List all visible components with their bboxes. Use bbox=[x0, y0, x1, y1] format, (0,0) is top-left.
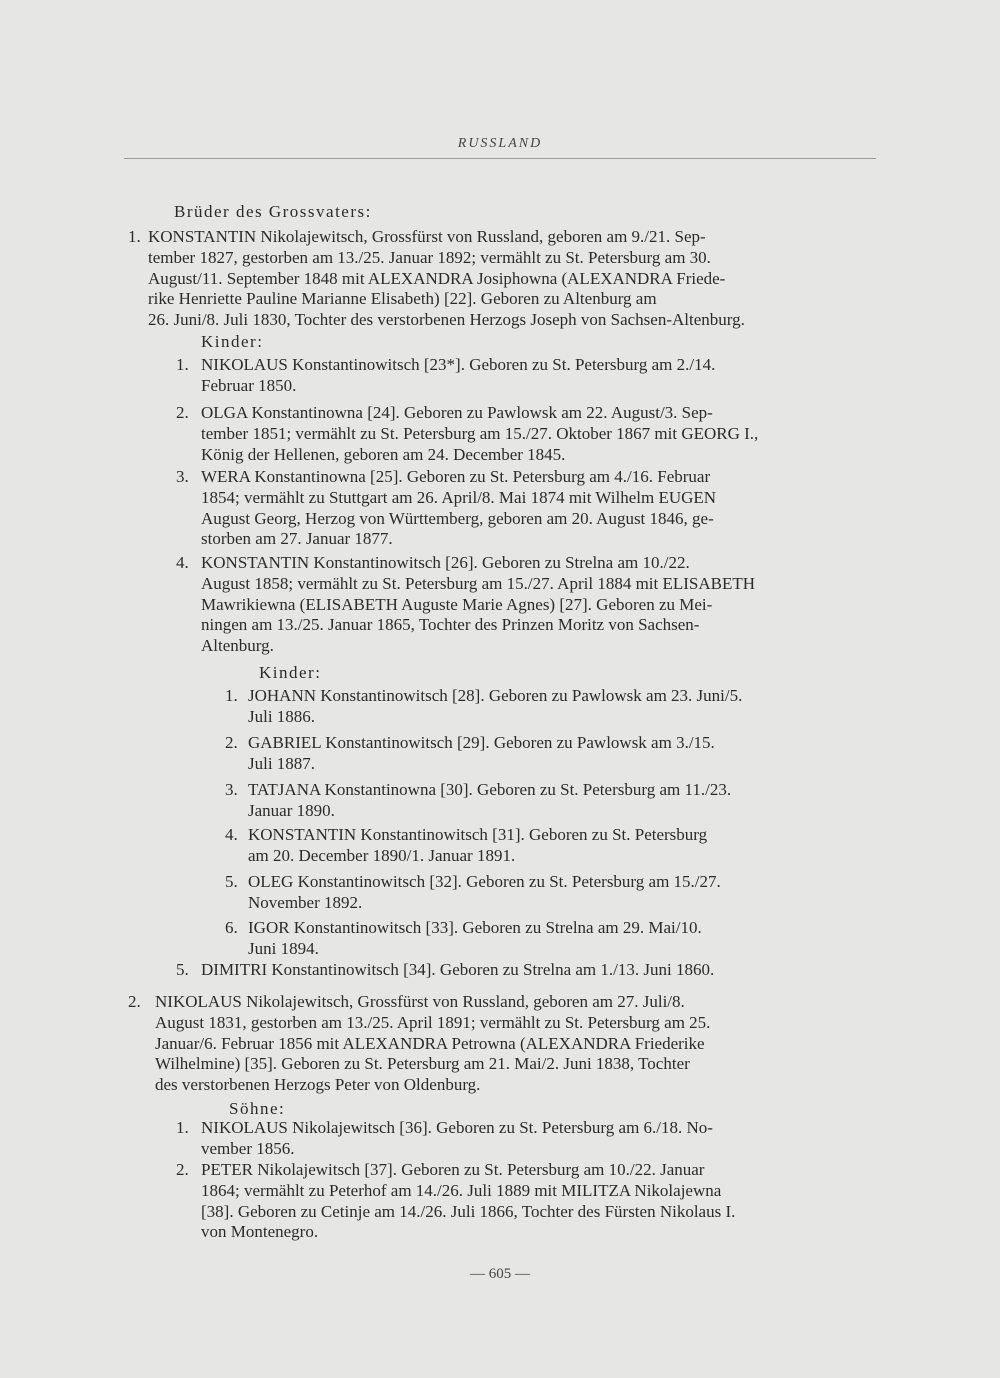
entry-number: 5. bbox=[225, 872, 238, 891]
entry-line: Juni 1894. bbox=[248, 938, 319, 958]
entry-line: August Georg, Herzog von Württemberg, geboren am 20. August 1846, ge- bbox=[201, 508, 714, 528]
entry-konstantin-nikolajewitsch bbox=[128, 227, 878, 331]
entry-line: JOHANN Konstantinowitsch [28]. Geboren zu Pawlowsk am 23. Juni/5. bbox=[248, 686, 743, 705]
entry-line: KONSTANTIN Konstantinowitsch [31]. Geboren zu St. Petersburg bbox=[248, 825, 708, 844]
entry-line: August 1831, gestorben am 13./25. April 1891; vermählt zu St. Petersburg am 25. bbox=[155, 1012, 711, 1032]
entry-line: Juli 1886. bbox=[248, 706, 316, 726]
entry-line: 1854; vermählt zu Stuttgart am 26. April/8. Mai 1874 mit Wilhelm EUGEN bbox=[201, 487, 717, 507]
entry-number: 4. bbox=[225, 825, 238, 844]
entry-line: GABRIEL Konstantinowitsch [29]. Geboren zu Pawlowsk am 3./15. bbox=[248, 733, 715, 752]
entry-number: 1. bbox=[176, 355, 189, 374]
entry-line: von Montenegro. bbox=[201, 1222, 319, 1242]
entry-line: OLGA Konstantinowna [24]. Geboren zu Pawlowsk am 22. August/3. Sep- bbox=[201, 403, 713, 422]
entry-line: IGOR Konstantinowitsch [33]. Geboren zu Strelna am 29. Mai/10. bbox=[248, 918, 702, 937]
entry-line: DIMITRI Konstantinowitsch [34]. Geboren zu Strelna am 1./13. Juni 1860. bbox=[201, 960, 715, 979]
entry-oleg bbox=[225, 872, 878, 914]
entry-line: Altenburg. bbox=[201, 636, 274, 656]
entry-nikolaus-konstantinowitsch bbox=[176, 355, 878, 397]
entry-number: 2. bbox=[128, 992, 141, 1011]
entry-line: tember 1851; vermählt zu St. Petersburg am 15./27. Oktober 1867 mit GEORG I., bbox=[201, 423, 759, 443]
entry-number: 4. bbox=[176, 553, 189, 572]
entry-line: PETER Nikolajewitsch [37]. Geboren zu St. Petersburg am 10./22. Januar bbox=[201, 1160, 705, 1179]
entry-number: 1. bbox=[176, 1118, 189, 1137]
entry-line: Mawrikiewna (ELISABETH Auguste Marie Agnes) [27]. Geboren zu Mei- bbox=[201, 594, 713, 614]
entry-number: 2. bbox=[225, 733, 238, 752]
entry-number: 6. bbox=[225, 918, 238, 937]
entry-line: am 20. December 1890/1. Januar 1891. bbox=[248, 845, 516, 865]
entry-line: November 1892. bbox=[248, 892, 363, 912]
entry-line: NIKOLAUS Konstantinowitsch [23*]. Geboren zu St. Petersburg am 2./14. bbox=[201, 355, 716, 374]
entry-line: Juli 1887. bbox=[248, 753, 316, 773]
entry-number: 3. bbox=[225, 780, 238, 799]
entry-johann bbox=[225, 686, 878, 728]
entry-line: WERA Konstantinowna [25]. Geboren zu St. Petersburg am 4./16. Februar bbox=[201, 467, 711, 486]
entry-igor bbox=[225, 918, 878, 960]
entry-line: August 1858; vermählt zu St. Petersburg am 15./27. April 1884 mit ELISABETH bbox=[201, 573, 756, 593]
running-head: RUSSLAND bbox=[457, 136, 543, 151]
entry-line: vember 1856. bbox=[201, 1138, 295, 1158]
entry-konstantin-jr bbox=[225, 825, 878, 867]
entry-line: Januar/6. Februar 1856 mit ALEXANDRA Petrowna (ALEXANDRA Friederike bbox=[155, 1033, 705, 1053]
entry-number: 2. bbox=[176, 1160, 189, 1179]
entry-olga-konstantinowna bbox=[176, 403, 878, 465]
entry-line: NIKOLAUS Nikolajewitsch [36]. Geboren zu St. Petersburg am 6./18. No- bbox=[201, 1118, 713, 1137]
entry-line: tember 1827, gestorben am 13./25. Januar 1892; vermählt zu St. Petersburg am 30. bbox=[148, 247, 711, 267]
entry-line: KONSTANTIN Nikolajewitsch, Grossfürst von Russland, geboren am 9./21. Sep- bbox=[148, 227, 706, 246]
entry-gabriel bbox=[225, 733, 878, 775]
entry-nikolaus-nikolajewitsch bbox=[128, 992, 878, 1096]
entry-line: König der Hellenen, geboren am 24. December 1845. bbox=[201, 444, 566, 464]
entry-line: TATJANA Konstantinowna [30]. Geboren zu St. Petersburg am 11./23. bbox=[248, 780, 732, 799]
entry-tatjana bbox=[225, 780, 878, 822]
entry-line: Wilhelmine) [35]. Geboren zu St. Petersburg am 21. Mai/2. Juni 1838, Tochter bbox=[155, 1054, 690, 1074]
entry-line: 26. Juni/8. Juli 1830, Tochter des verstorbenen Herzogs Joseph von Sachsen-Altenburg. bbox=[148, 310, 745, 330]
entry-line: Januar 1890. bbox=[248, 800, 335, 820]
heading-kinder-1: Kinder: bbox=[201, 332, 264, 351]
heading-soehne: Söhne: bbox=[229, 1099, 286, 1118]
entry-number: 1. bbox=[128, 227, 141, 246]
entry-line: KONSTANTIN Konstantinowitsch [26]. Geboren zu Strelna am 10./22. bbox=[201, 553, 690, 572]
entry-konstantin-konstantinowitsch bbox=[176, 553, 878, 657]
entry-dimitri bbox=[176, 960, 878, 981]
entry-line: rike Henriette Pauline Marianne Elisabeth) [22]. Geboren zu Altenburg am bbox=[148, 289, 657, 309]
entry-line: NIKOLAUS Nikolajewitsch, Grossfürst von Russland, geboren am 27. Juli/8. bbox=[155, 992, 685, 1011]
entry-line: August/11. September 1848 mit ALEXANDRA Josiphowna (ALEXANDRA Friede- bbox=[148, 268, 726, 288]
entry-nikolaus-jr bbox=[176, 1118, 878, 1160]
entry-line: Februar 1850. bbox=[201, 375, 297, 395]
entry-line: storben am 27. Januar 1877. bbox=[201, 529, 393, 549]
entry-number: 2. bbox=[176, 403, 189, 422]
header-rule bbox=[124, 158, 876, 159]
heading-kinder-2: Kinder: bbox=[259, 663, 322, 682]
page-number: — 605 — bbox=[470, 1266, 530, 1282]
entry-number: 5. bbox=[176, 960, 189, 979]
entry-number: 1. bbox=[225, 686, 238, 705]
entry-line: des verstorbenen Herzogs Peter von Oldenburg. bbox=[155, 1075, 481, 1095]
entry-peter bbox=[176, 1160, 878, 1243]
entry-line: OLEG Konstantinowitsch [32]. Geboren zu St. Petersburg am 15./27. bbox=[248, 872, 721, 891]
heading-brueder: Brüder des Grossvaters: bbox=[174, 202, 372, 221]
entry-number: 3. bbox=[176, 467, 189, 486]
entry-line: ningen am 13./25. Januar 1865, Tochter des Prinzen Moritz von Sachsen- bbox=[201, 615, 700, 635]
entry-line: [38]. Geboren zu Cetinje am 14./26. Juli 1866, Tochter des Fürsten Nikolaus I. bbox=[201, 1201, 736, 1221]
entry-wera-konstantinowna bbox=[176, 467, 878, 550]
entry-line: 1864; vermählt zu Peterhof am 14./26. Juli 1889 mit MILITZA Nikolajewna bbox=[201, 1180, 722, 1200]
